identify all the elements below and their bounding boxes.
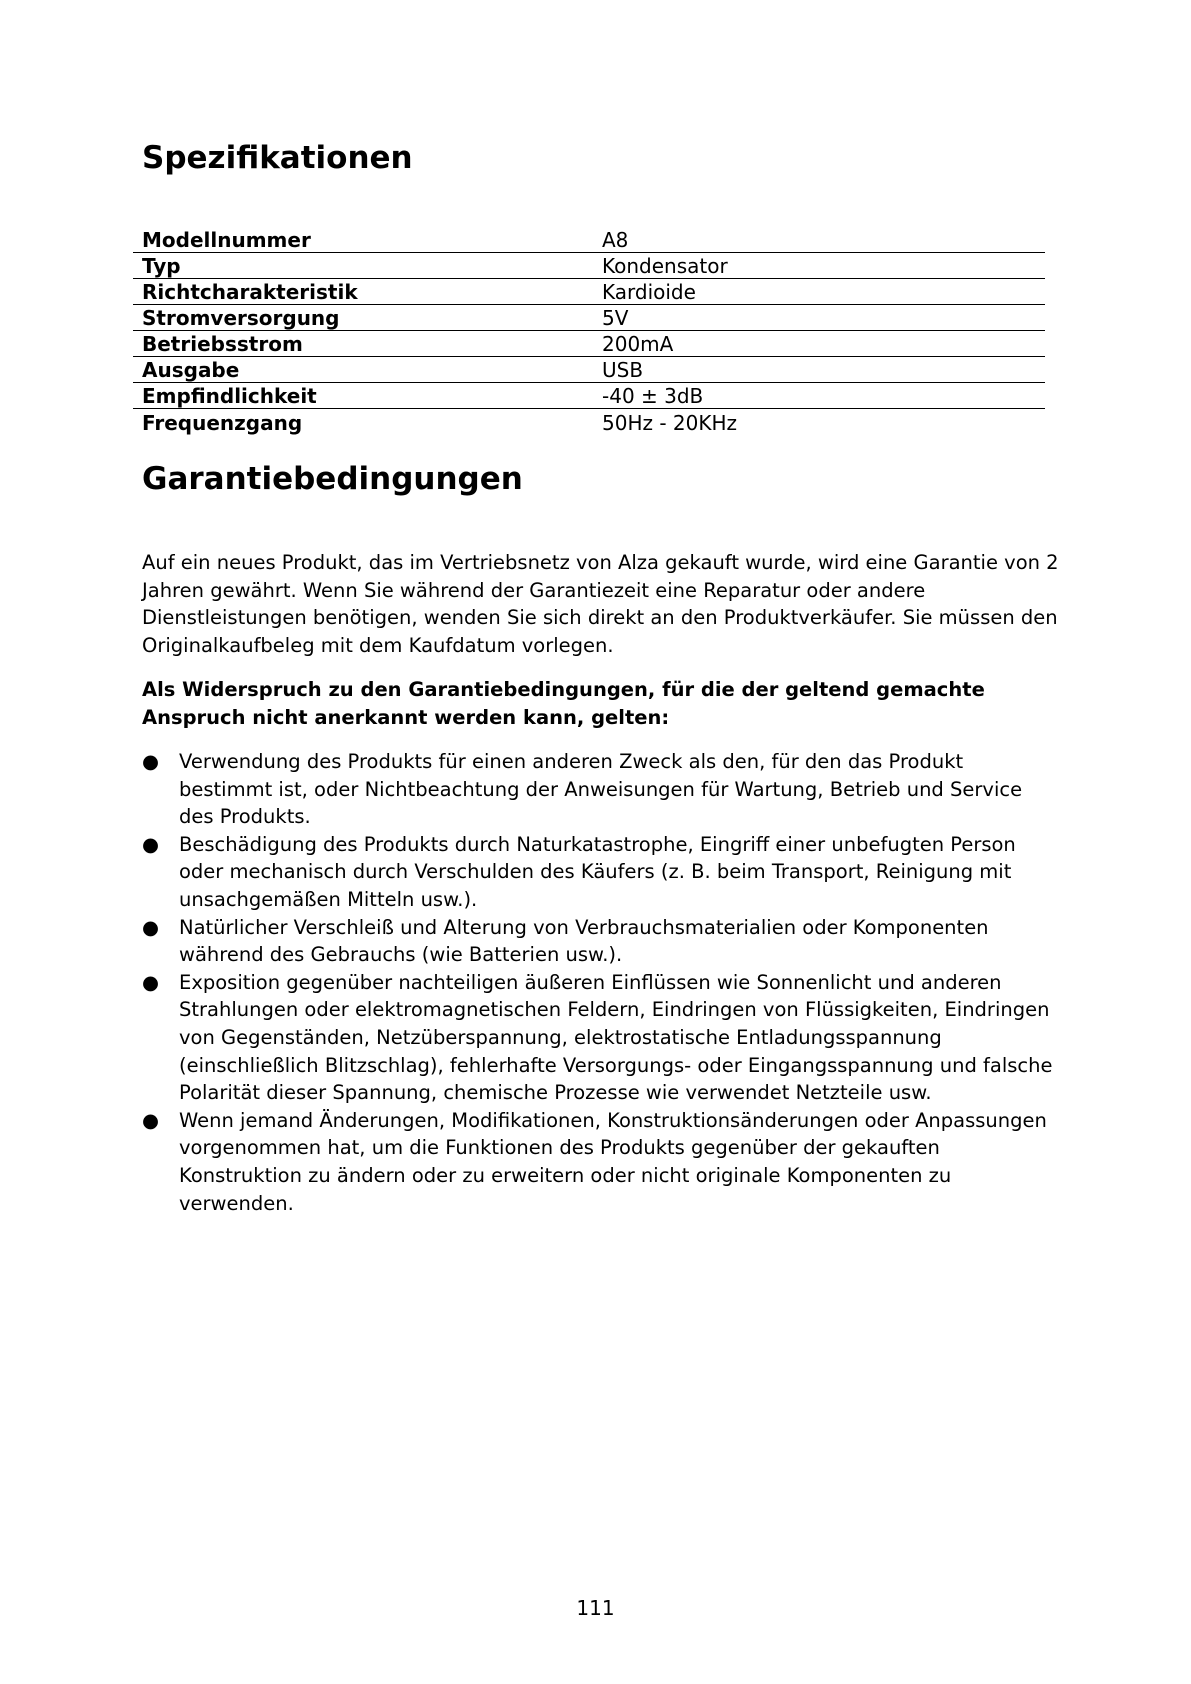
spec-row-model-number: [133, 227, 1045, 253]
spec-value: 200mA: [602, 332, 674, 356]
list-item-text: Beschädigung des Produkts durch Naturkatastrophe, Eingriff einer unbefugten Person oder mechanisch durch Verschulden des Käufers (z. B. beim Transport, Reinigung mit unsachgemäßen Mitteln usw.).: [179, 832, 1016, 911]
spec-label: Modellnummer: [142, 228, 311, 252]
spec-label: Frequenzgang: [142, 411, 303, 435]
bullet-icon: ●: [142, 915, 160, 939]
spec-row-operating-current: [133, 331, 1045, 357]
spec-value: 50Hz - 20KHz: [602, 411, 738, 435]
list-item: [142, 969, 1062, 1107]
specifications-title: Spezifikationen: [142, 140, 413, 176]
spec-row-frequency-response: [133, 409, 1045, 435]
spec-label: Richtcharakteristik: [142, 280, 358, 304]
list-item: [142, 831, 1062, 914]
warranty-exclusions-heading: Als Widerspruch zu den Garantiebedingungen, für die der geltend gemachte Anspruch nicht anerkannt werden kann, gelten:: [142, 678, 985, 729]
bullet-icon: ●: [142, 750, 160, 773]
spec-label: Betriebsstrom: [142, 332, 303, 356]
page-number: 111: [576, 1596, 615, 1620]
warranty-intro-paragraph: Auf ein neues Produkt, das im Vertriebsnetz von Alza gekauft wurde, wird eine Garantie von 2 Jahren gewährt. Wenn Sie während der Garantiezeit eine Reparatur oder andere Dienstleistungen benötigen, wenden Sie sich direkt an den Produktverkäufer. Sie müssen den Originalkaufbeleg mit dem Kaufdatum vorlegen.: [142, 551, 1059, 657]
spec-value: 5V: [602, 306, 629, 330]
list-item-text: Verwendung des Produkts für einen anderen Zweck als den, für den das Produkt bestimmt ist, oder Nichtbeachtung der Anweisungen für Wartung, Betrieb und Service des Produkts.: [179, 750, 1023, 829]
bullet-icon: ●: [142, 832, 160, 856]
spec-value: Kondensator: [602, 254, 728, 278]
list-item: [142, 914, 1062, 969]
spec-label: Typ: [142, 254, 181, 278]
bullet-icon: ●: [142, 970, 160, 994]
spec-row-power-supply: [133, 305, 1045, 331]
spec-value: -40 ± 3dB: [602, 384, 704, 408]
warranty-exclusions-list: [142, 748, 1062, 1217]
list-item-text: Natürlicher Verschleiß und Alterung von Verbrauchsmaterialien oder Komponenten während des Gebrauchs (wie Batterien usw.).: [179, 915, 989, 967]
spec-value: Kardioide: [602, 280, 696, 304]
spec-row-sensitivity: [133, 383, 1045, 409]
list-item-text: Wenn jemand Änderungen, Modifikationen, Konstruktionsänderungen oder Anpassungen vorgenommen hat, um die Funktionen des Produkts gegenüber der gekauften Konstruktion zu ändern oder zu erweitern oder nicht originale Komponenten zu verwenden.: [179, 1108, 1047, 1215]
spec-row-output: [133, 357, 1045, 383]
warranty-title: Garantiebedingungen: [142, 461, 523, 497]
spec-value: USB: [602, 358, 644, 382]
spec-label: Stromversorgung: [142, 306, 340, 330]
spec-label: Empfindlichkeit: [142, 384, 317, 408]
list-item-text: Exposition gegenüber nachteiligen äußeren Einflüssen wie Sonnenlicht und anderen Strahlungen oder elektromagnetischen Feldern, Eindringen von Flüssigkeiten, Eindringen von Gegenständen, Netzüberspannung, elektrostatische Entladungsspannung (einschließlich Blitzschlag), fehlerhafte Versorgungs- oder Eingangsspannung und falsche Polarität dieser Spannung, chemische Prozesse wie verwendet Netzteile usw.: [179, 970, 1053, 1105]
spec-row-polar-pattern: [133, 279, 1045, 305]
list-item: [142, 1107, 1062, 1217]
spec-label: Ausgabe: [142, 358, 240, 382]
spec-row-type: [133, 253, 1045, 279]
spec-value: A8: [602, 228, 629, 252]
specifications-table: [133, 227, 1045, 435]
list-item: [142, 748, 1062, 831]
bullet-icon: ●: [142, 1108, 160, 1132]
